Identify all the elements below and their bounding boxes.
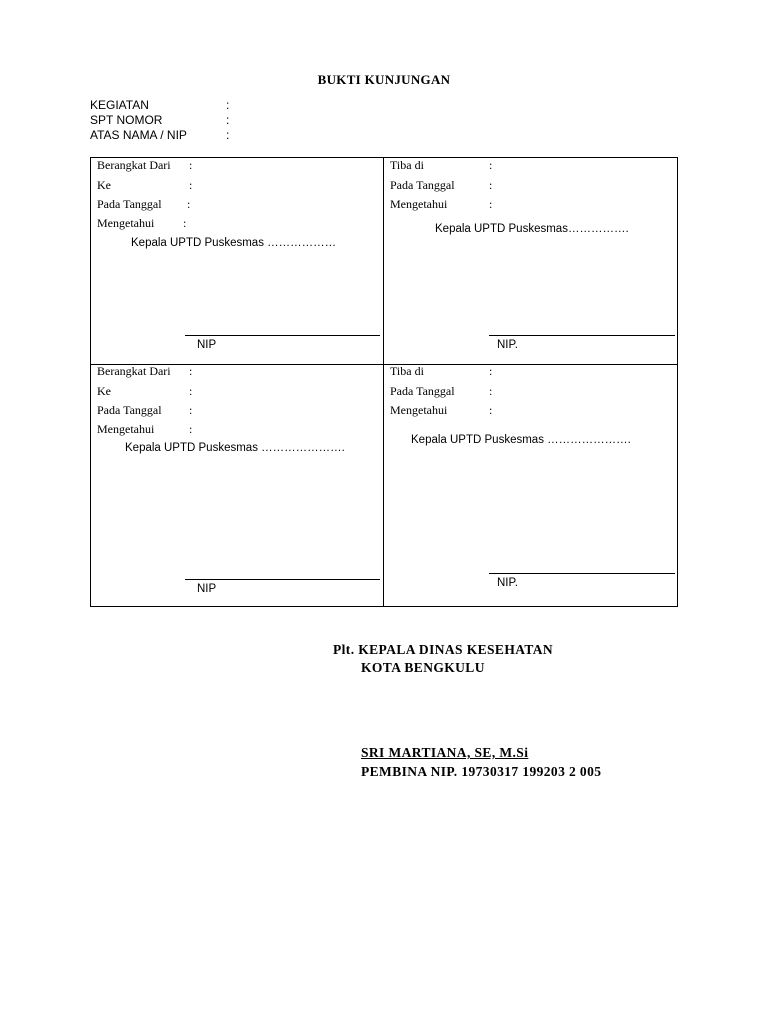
- row-label: Pada Tanggal: [97, 403, 162, 417]
- row-colon: :: [489, 197, 493, 211]
- row-colon: :: [189, 158, 193, 172]
- row-label: Ke: [97, 384, 111, 398]
- field-label: SPT NOMOR: [90, 113, 163, 127]
- signature-line: [185, 335, 380, 336]
- row-colon: :: [189, 403, 193, 417]
- row-label: Ke: [97, 178, 111, 192]
- signatory-nip: PEMBINA NIP. 19730317 199203 2 005: [361, 764, 602, 779]
- signatory-name: SRI MARTIANA, SE, M.Si: [361, 745, 529, 760]
- row-colon: :: [189, 422, 193, 436]
- row-colon: :: [489, 178, 493, 192]
- signatory-city: KOTA BENGKULU: [361, 660, 485, 675]
- row-colon: :: [489, 364, 493, 378]
- row-colon: :: [489, 158, 493, 172]
- row-colon: :: [189, 364, 193, 378]
- signatory-position: Plt. KEPALA DINAS KESEHATAN: [333, 642, 554, 657]
- row-label: Pada Tanggal: [390, 178, 455, 192]
- nip-label: NIP.: [497, 339, 518, 351]
- row-colon: :: [489, 403, 493, 417]
- nip-label: NIP: [197, 583, 217, 595]
- field-label: ATAS NAMA / NIP: [90, 128, 187, 142]
- row-label: Berangkat Dari: [97, 364, 171, 378]
- nip-label: NIP.: [497, 577, 518, 589]
- official-title: Kepala UPTD Puskesmas…………….: [435, 223, 629, 235]
- field-colon: :: [226, 113, 230, 127]
- signature-line: [489, 573, 675, 574]
- row-colon: :: [183, 216, 187, 230]
- row-colon: :: [187, 197, 191, 211]
- field-label: KEGIATAN: [90, 98, 149, 112]
- row-label: Mengetahui: [390, 197, 448, 211]
- row-colon: :: [189, 178, 193, 192]
- row-label: Pada Tanggal: [390, 384, 455, 398]
- row-colon: :: [189, 384, 193, 398]
- signature-line: [489, 335, 675, 336]
- grid-horizontal-divider: [91, 364, 677, 365]
- row-label: Mengetahui: [97, 216, 155, 230]
- nip-label: NIP: [197, 339, 217, 351]
- row-label: Tiba di: [390, 158, 424, 172]
- visit-grid: [90, 157, 678, 607]
- row-label: Berangkat Dari: [97, 158, 171, 172]
- row-label: Tiba di: [390, 364, 424, 378]
- row-colon: :: [489, 384, 493, 398]
- document-title: BUKTI KUNJUNGAN: [317, 72, 451, 87]
- official-title: Kepala UPTD Puskesmas ………………: [131, 237, 337, 249]
- row-label: Mengetahui: [390, 403, 448, 417]
- field-colon: :: [226, 98, 230, 112]
- official-title: Kepala UPTD Puskesmas ………………….: [125, 442, 345, 454]
- field-colon: :: [226, 128, 230, 142]
- official-title: Kepala UPTD Puskesmas ………………….: [411, 434, 631, 446]
- signature-line: [185, 579, 380, 580]
- grid-vertical-divider: [383, 158, 384, 606]
- row-label: Pada Tanggal: [97, 197, 162, 211]
- row-label: Mengetahui: [97, 422, 155, 436]
